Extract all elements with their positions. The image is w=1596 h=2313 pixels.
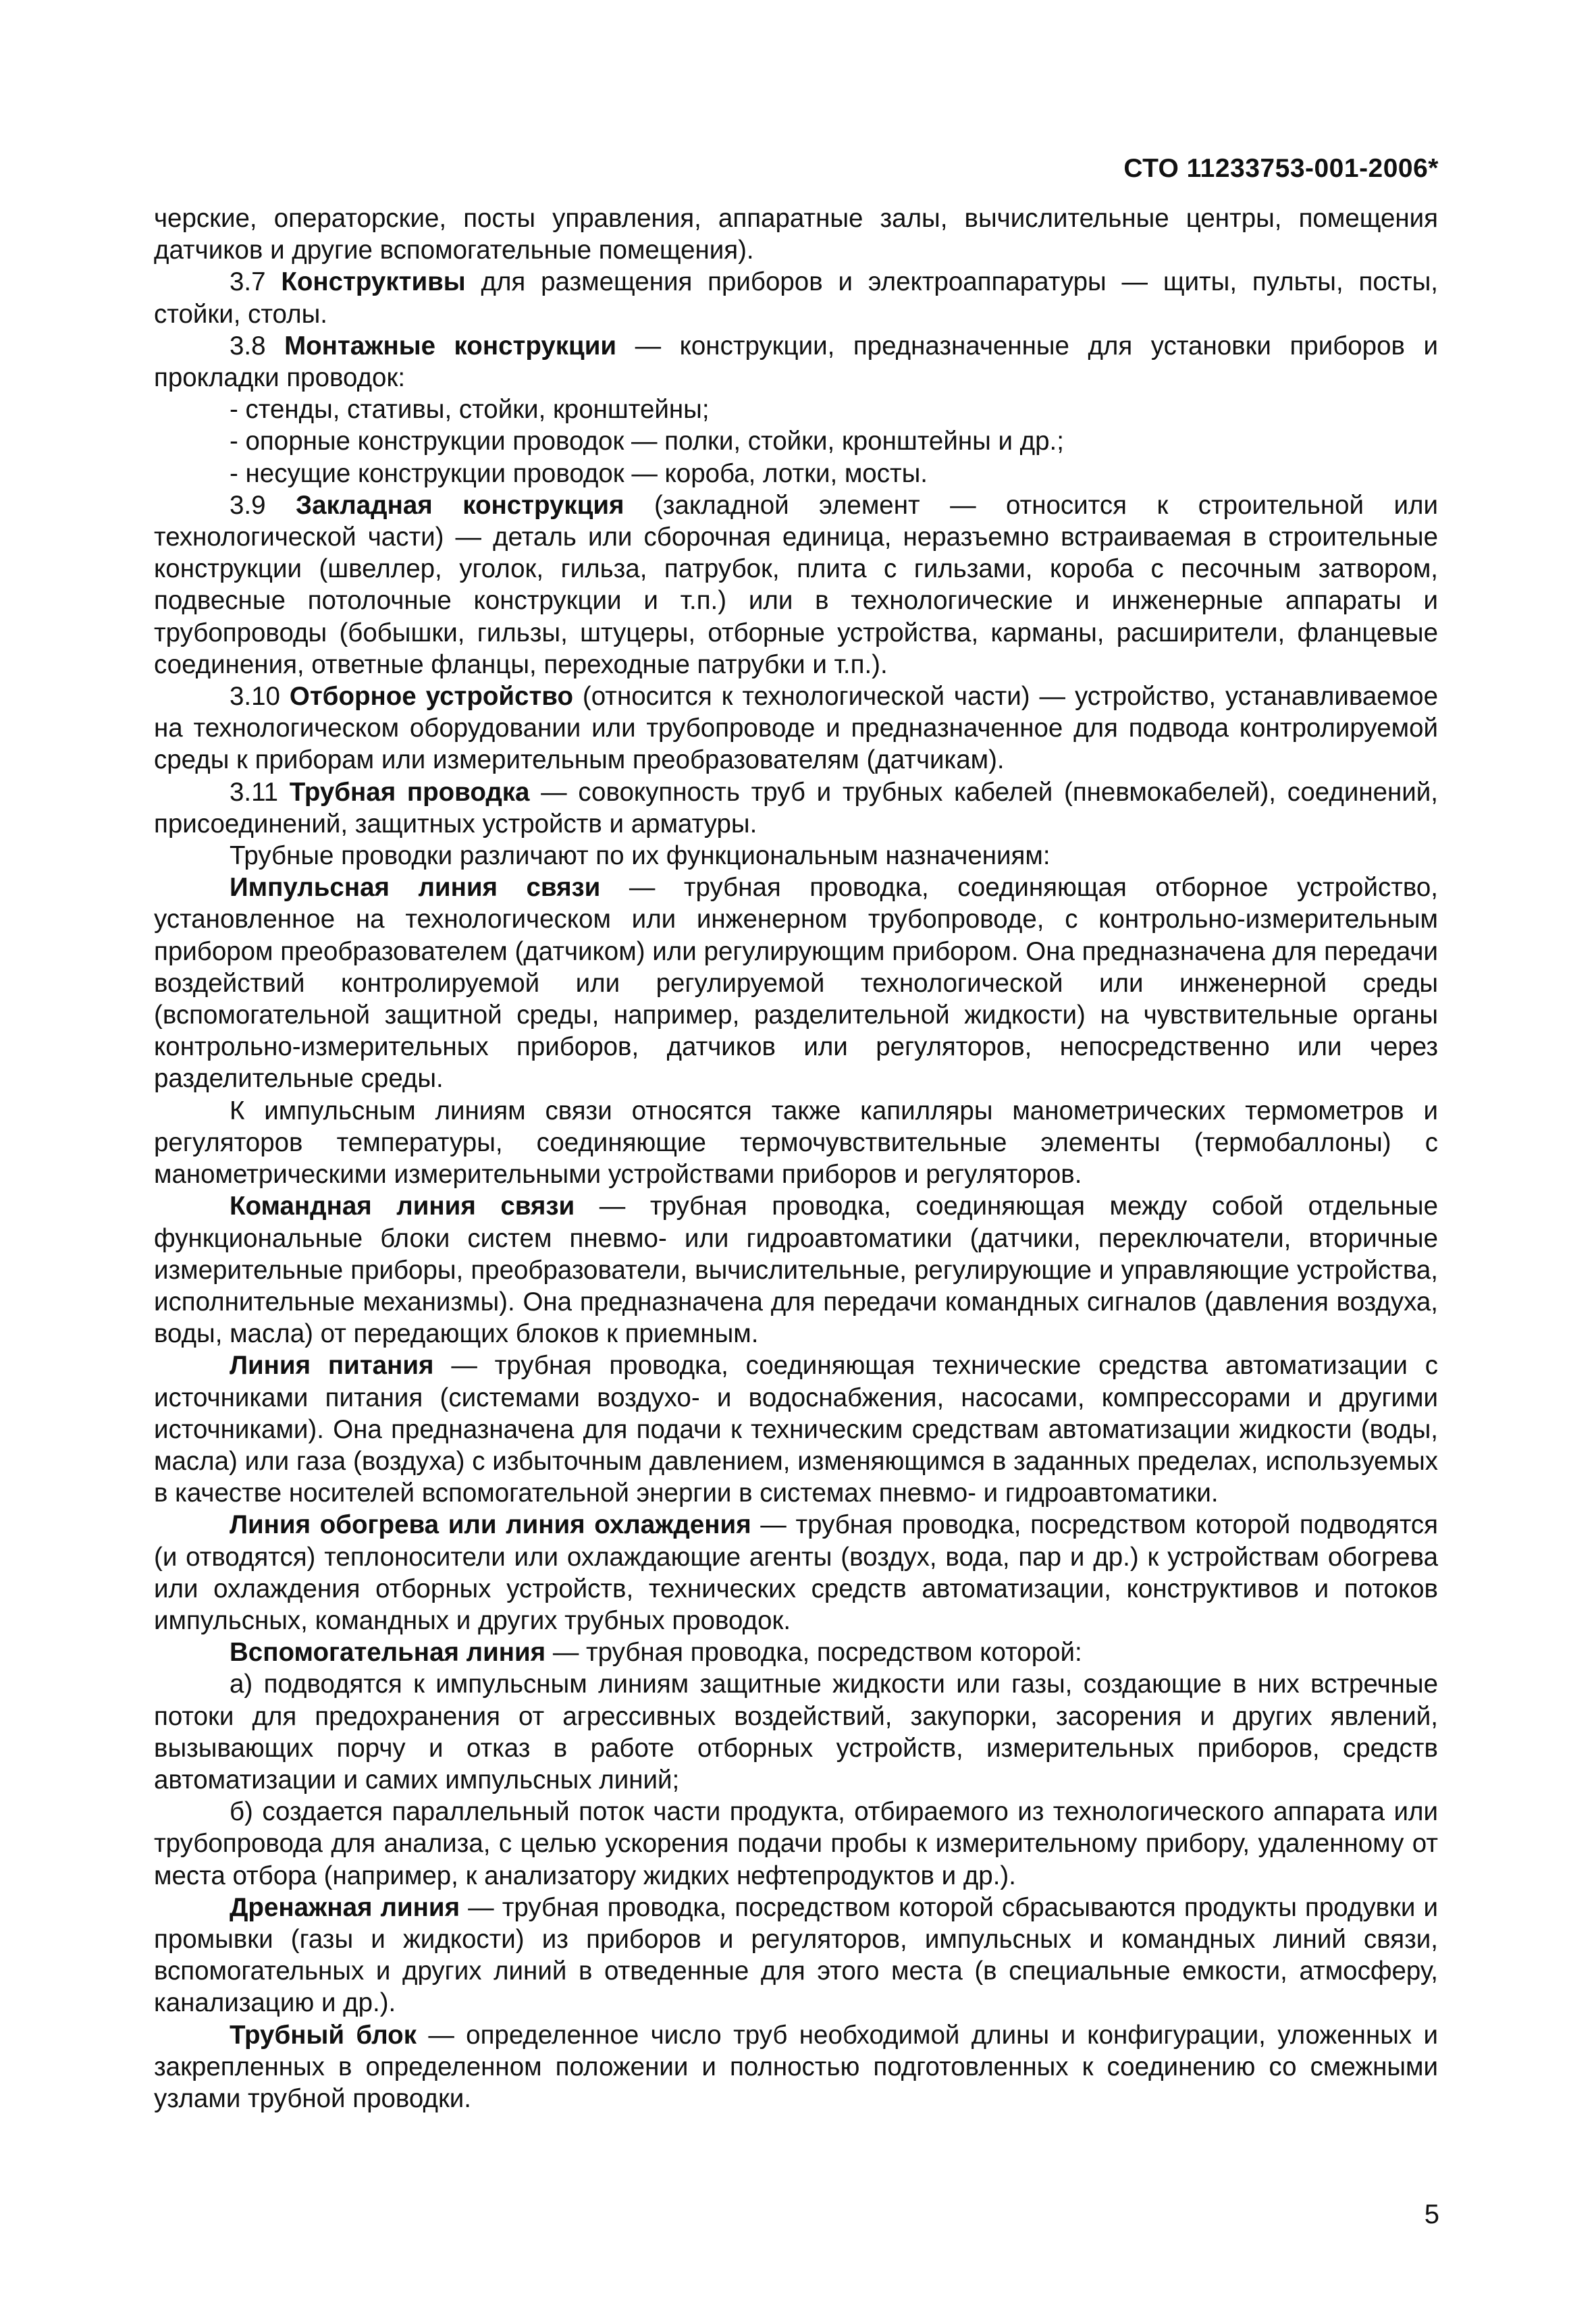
paragraph-impulsnaya-liniya: [154, 872, 1438, 1094]
paragraph-komandnaya-liniya: [154, 1190, 1438, 1350]
clause-number: 3.11: [230, 777, 290, 807]
paragraph-text: — трубная проводка, посредством которой сбрасываются продукты продувки и промывки (газы и жидкости) из приборов и регуляторов, импульсных и командных линий связи, вспомогательных и других линий в отведенные для этого места (в специальные емкости, атмосферу, канализацию и др.).: [154, 1892, 1438, 2018]
clause-number: 3.7: [230, 267, 282, 297]
paragraph-text: — совокупность труб и трубных кабелей (пневмокабелей), соединений, присоединений, защитных устройств и арматуры.: [154, 777, 1438, 839]
paragraph-text: — трубная проводка, посредством которой:: [546, 1638, 1082, 1668]
paragraph-text: — определенное число труб необходимой длины и конфигурации, уложенных и закрепленных в определенном положении и полностью подготовленных к соединению со смежными узлами трубной проводки.: [154, 2020, 1438, 2113]
term-drenazhnaya-liniya: Дренажная линия: [230, 1892, 460, 1922]
page-number: 5: [1424, 2200, 1439, 2229]
paragraph-continuation: [154, 203, 1438, 266]
paragraph-text: (закладной элемент — относится к строительной или технологической части) — деталь или сборочная единица, неразъемно встраиваемая в строительные конструкции (швеллер, уголок, гильза, патрубок, плита с гильзами, короба с песочным затвором, подвесные потолочные конструкции и т.п.) или в технологические и инженерные аппараты и трубопроводы (бобышки, гильзы, штуцеры, отборные устройства, карманы, расширители, фланцевые соединения, ответные фланцы, переходные патрубки и т.п.).: [154, 490, 1438, 679]
list-item-text: - несущие конструкции проводок — короба, лотки, мосты.: [230, 458, 928, 488]
paragraph-text: — трубная проводка, соединяющая технические средства автоматизации с источниками питания (системами воздухо- и водоснабжения, насосами, компрессорами и другими источниками). Она предназначена для подачи к техническим средствам автоматизации жидкости (воды, масла) или газа (воздуха) с избыточным давлением, изменяющимся в заданных пределах, используемых в качестве носителей вспомогательной энергии в системах пневмо- и гидроавтоматики.: [154, 1351, 1439, 1508]
list-item: [154, 394, 1438, 425]
clause-number: 3.9: [230, 490, 296, 520]
paragraph-text: (относится к технологической части) — устройство, устанавливаемое на технологическом оборудовании или трубопроводе и предназначенное для подвода контролируемой среды к приборам или измерительным преобразователям (датчикам).: [154, 682, 1438, 775]
term-otbornoe-ustroistvo: Отборное устройство: [289, 682, 573, 712]
term-liniya-pitaniya: Линия питания: [230, 1351, 434, 1381]
paragraph-text: а) подводятся к импульсным линиям защитные жидкости или газы, создающие в них встречные потоки для предохранения от агрессивных воздействий, закупорки, засорения и других явлений, вызывающих порчу и отказ в работе отборных устройств, измерительных приборов, средств автоматизации и самих импульсных линий;: [154, 1670, 1438, 1794]
term-trubnyi-blok: Трубный блок: [230, 2020, 417, 2050]
paragraph-text: — конструкции, предназначенные для установки приборов и прокладки проводок:: [154, 331, 1439, 393]
paragraph-3-9: [154, 489, 1438, 681]
paragraph-3-7: [154, 266, 1438, 329]
list-item-text: - опорные конструкции проводок — полки, стойки, кронштейны и др.;: [230, 427, 1064, 456]
paragraph-3-10: [154, 681, 1438, 776]
paragraph-liniya-obogreva: [154, 1509, 1438, 1637]
term-liniya-obogreva: Линия обогрева или линия охлаждения: [230, 1510, 751, 1540]
paragraph-trubnyi-blok: [154, 2019, 1438, 2115]
sub-item-a: [154, 1668, 1438, 1796]
term-montazhnye-konstruktsii: Монтажные конструкции: [284, 331, 617, 361]
term-impulsnaya-liniya-svyazi: Импульсная линия связи: [230, 873, 601, 903]
paragraph-text: Трубные проводки различают по их функциональным назначениям:: [230, 841, 1050, 871]
sub-item-b: [154, 1796, 1438, 1892]
list-item: [154, 458, 1438, 489]
clause-number: 3.10: [230, 682, 290, 712]
paragraph-3-8: [154, 330, 1438, 394]
list-item-text: - стенды, стативы, стойки, кронштейны;: [230, 395, 710, 425]
paragraph-3-11: [154, 776, 1438, 840]
document-code-header: СТО 11233753-001-2006*: [1123, 154, 1439, 183]
paragraph-text: б) создается параллельный поток части продукта, отбираемого из технологического аппарата или трубопровода для анализа, с целью ускорения подачи пробы к измерительному прибору, удаленному от места отбора (например, к анализатору жидких нефтепродуктов и др.).: [154, 1797, 1438, 1890]
paragraph-text: — трубная проводка, соединяющая отборное устройство, установленное на технологическом или инженерном трубопроводе, с контрольно-измерительным прибором преобразователем (датчиком) или регулирующим прибором. Она предназначена для передачи воздействий контролируемой или регулируемой технологической или инженерной среды (вспомогательной защитной среды, например, разделительной жидкости) на чувствительные органы контрольно-измерительных приборов, датчиков или регуляторов, непосредственно или через разделительные среды.: [154, 873, 1438, 1094]
paragraph-text: — трубная проводка, соединяющая между собой отдельные функциональные блоки систем пневмо- или гидроавтоматики (датчики, переключатели, вторичные измерительные приборы, преобразователи, вычислительные, регулирующие и управляющие устройства, исполнительные механизмы). Она предназначена для передачи командных сигналов (давления воздуха, воды, масла) от передающих блоков к приемным.: [154, 1192, 1439, 1349]
paragraph-text: черские, операторские, посты управления, аппаратные залы, вычислительные центры, помещения датчиков и другие вспомогательные помещения).: [154, 204, 1438, 265]
paragraph-intro-types: [154, 840, 1438, 872]
term-komandnaya-liniya-svyazi: Командная линия связи: [230, 1192, 575, 1221]
paragraph-vspomogatelnaya-liniya: [154, 1637, 1438, 1668]
term-konstruktivy: Конструктивы: [281, 267, 466, 297]
paragraph-drenazhnaya-liniya: [154, 1892, 1438, 2019]
term-vspomogatelnaya-liniya: Вспомогательная линия: [230, 1638, 546, 1668]
paragraph-kapillyary: [154, 1095, 1438, 1191]
paragraph-text: — трубная проводка, посредством которой подводятся (и отводятся) теплоносители или охлаждающие агенты (воздух, вода, пар и др.) к устройствам обогрева или охлаждения отборных устройств, технических средств автоматизации, конструктивов и потоков импульсных, командных и других трубных проводок.: [154, 1510, 1438, 1635]
list-item: [154, 425, 1438, 457]
paragraph-text: для размещения приборов и электроаппаратуры — щиты, пульты, посты, стойки, столы.: [154, 267, 1438, 329]
paragraph-text: К импульсным линиям связи относятся также капилляры манометрических термометров и регуляторов температуры, соединяющие термочувствительные элементы (термобаллоны) с манометрическими измерительными устройствами приборов и регуляторов.: [154, 1096, 1438, 1190]
paragraph-liniya-pitaniya: [154, 1350, 1438, 1509]
body-text: [154, 203, 1438, 2115]
clause-number: 3.8: [230, 331, 285, 361]
term-trubnaya-provodka: Трубная проводка: [289, 777, 530, 807]
term-zakladnaya-konstruktsiya: Закладная конструкция: [296, 490, 624, 520]
